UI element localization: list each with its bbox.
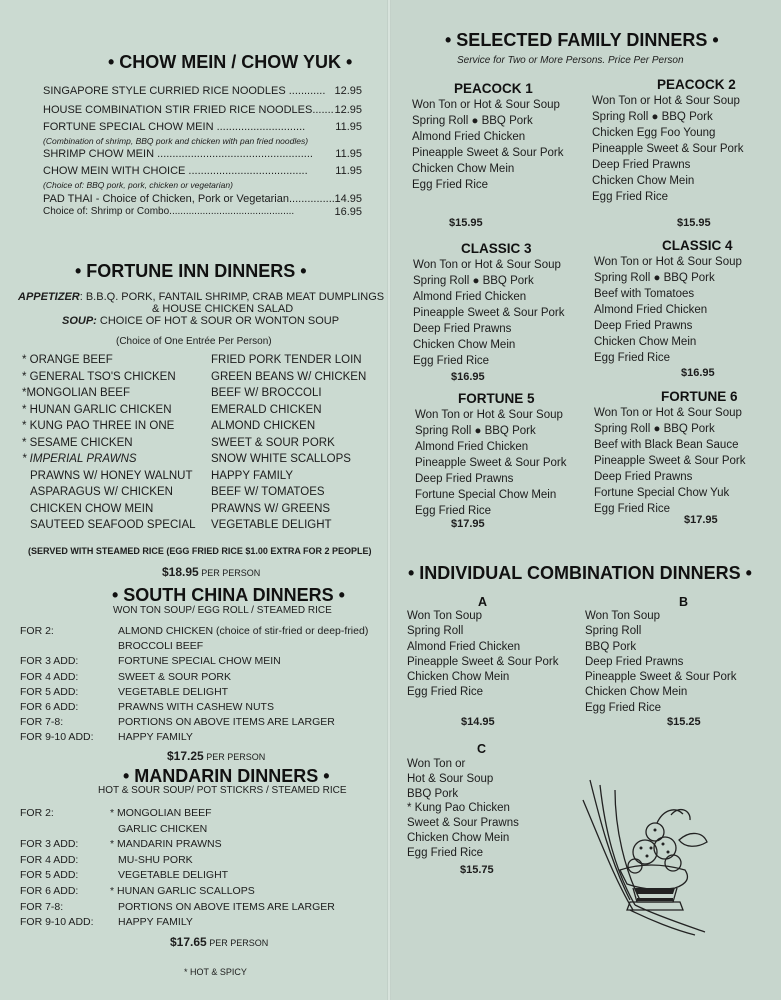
family-dinner-price: $17.95 — [684, 514, 718, 526]
family-dinner-items — [592, 93, 744, 205]
chow-mein-item-price: 12.95 — [334, 104, 362, 116]
fortune-inn-entree: * HUNAN GARLIC CHICKEN — [22, 403, 172, 416]
individual-combo-price: $15.25 — [667, 716, 701, 728]
mandarin-row-item: MU-SHU PORK — [118, 853, 193, 866]
south_china-row-item: SWEET & SOUR PORK — [118, 670, 231, 683]
south_china-row-label: FOR 3 ADD: — [20, 655, 79, 668]
individual-combo-items — [407, 757, 519, 861]
family-dinner-item: Almond Fried Chicken — [415, 441, 529, 453]
fortune-inn-entree: FRIED PORK TENDER LOIN — [211, 354, 362, 366]
south_china-row-item: PORTIONS ON ABOVE ITEMS ARE LARGER — [118, 716, 335, 729]
mandarin-row-label: FOR 7-8: — [20, 900, 64, 913]
individual-combo-item: Sweet & Sour Prawns — [407, 817, 519, 830]
family-dinner-item: Won Ton or Hot & Sour Soup — [592, 95, 740, 107]
fortune-inn-entree: BEEF W/ BROCCOLI — [211, 387, 322, 399]
chow-mein-item-price: 11.95 — [335, 165, 362, 177]
soup-label: SOUP: — [62, 315, 97, 327]
family-dinner-title: CLASSIC 4 — [662, 238, 733, 253]
family-dinner-price: $17.95 — [451, 518, 485, 530]
family-dinner-title: FORTUNE 6 — [661, 389, 738, 404]
individual-combo-items — [407, 609, 559, 701]
appetizer-label: APPETIZER — [18, 291, 80, 303]
family-dinner-item: Chicken Chow Mein — [413, 339, 516, 351]
chow-mein-item-name: SHRIMP CHOW MEIN ................................................... — [43, 148, 313, 160]
individual-combo-price: $14.95 — [461, 716, 495, 728]
south_china-row-item: BROCCOLI BEEF — [118, 640, 204, 653]
fortune-inn-entree: CHICKEN CHOW MEIN — [30, 502, 154, 515]
chow-mein-item-price: 16.95 — [334, 206, 362, 218]
family-dinner-item: Won Ton or Hot & Sour Soup — [412, 99, 560, 111]
mandarin-row-label: FOR 2: — [20, 807, 54, 819]
chow-mein-item-name: (Combination of shrimp, BBQ pork and chicken with pan fried noodles) — [43, 136, 309, 146]
soup-text: CHOICE OF HOT & SOUR OR WONTON SOUP — [96, 315, 340, 327]
family-dinner-price: $16.95 — [681, 367, 715, 379]
page-fold — [387, 0, 391, 1000]
family-dinner-item: Almond Fried Chicken — [413, 291, 527, 303]
individual-combo-item: Won Ton Soup — [585, 610, 661, 622]
mandarin-row-label: FOR 9-10 ADD: — [20, 916, 94, 929]
fortune-inn-entree: * SESAME CHICKEN — [22, 436, 133, 449]
fortune-inn-entree: HAPPY FAMILY — [211, 469, 294, 482]
family-dinner-item: Chicken Chow Mein — [594, 336, 697, 348]
hot-spicy-footnote: * HOT & SPICY — [184, 967, 247, 977]
family-dinner-item: Pineapple Sweet & Sour Pork — [412, 147, 564, 159]
fortune-inn-entree: ALMOND CHICKEN — [211, 420, 316, 432]
served-note: (SERVED WITH STEAMED RICE (EGG FRIED RICE $1.00 EXTRA FOR 2 PEOPLE) — [28, 546, 372, 556]
chow-mein-item-name: (Choice of: BBQ pork, pork, chicken or vegetarian) — [43, 180, 233, 190]
individual-combo-item: BBQ Pork — [585, 640, 637, 653]
fortune-inn-entree: EMERALD CHICKEN — [211, 403, 322, 416]
mandarin-row-label: FOR 5 ADD: — [20, 869, 79, 882]
fortune-inn-entree: SNOW WHITE SCALLOPS — [211, 453, 351, 465]
individual-combo-item: Spring Roll — [585, 625, 642, 638]
appetizer-line-2: & HOUSE CHICKEN SALAD — [152, 303, 294, 315]
individual-combo-item: Egg Fried Rice — [407, 686, 484, 699]
chow-mein-item-name: FORTUNE SPECIAL CHOW MEIN ............................. — [43, 121, 306, 133]
individual-combo-item: Chicken Chow Mein — [407, 671, 510, 684]
individual-combo-item: Pineapple Sweet & Sour Pork — [407, 655, 559, 668]
family-dinner-item: Egg Fried Rice — [412, 179, 489, 191]
family-dinner-price: $15.95 — [677, 217, 711, 229]
chow-mein-item-price: 11.95 — [335, 121, 362, 133]
south_china-row-item: HAPPY FAMILY — [118, 731, 193, 744]
family-dinner-item: Deep Fried Prawns — [415, 473, 514, 485]
family-title: • SELECTED FAMILY DINNERS • — [445, 30, 719, 50]
fruit-bowl-illustration — [575, 770, 720, 940]
family-dinner-items — [594, 254, 742, 366]
south-china-price-suffix: PER PERSON — [203, 752, 266, 762]
family-dinner-item: Egg Fried Rice — [594, 503, 671, 515]
family-dinner-item: Won Ton or Hot & Sour Soup — [594, 407, 742, 419]
mandarin-row-item: HAPPY FAMILY — [118, 916, 193, 929]
individual-title: • INDIVIDUAL COMBINATION DINNERS • — [408, 563, 752, 583]
mandarin-price-value: $17.65 — [170, 935, 207, 949]
family-dinner-item: Won Ton or Hot & Sour Soup — [413, 259, 561, 271]
family-dinner-item: Almond Fried Chicken — [594, 304, 708, 316]
individual-combo-item: Egg Fried Rice — [585, 701, 662, 714]
individual-combo-item: * Kung Pao Chicken — [407, 802, 510, 815]
family-dinner-item: Pineapple Sweet & Sour Pork — [413, 307, 565, 319]
chow-mein-item-name: CHOW MEIN WITH CHOICE ....................................... — [43, 165, 308, 177]
fortune-inn-entree: * KUNG PAO THREE IN ONE — [22, 420, 175, 432]
fortune-inn-entree: SAUTEED SEAFOOD SPECIAL — [30, 519, 196, 531]
family-dinner-item: Won Ton or Hot & Sour Soup — [594, 256, 742, 268]
family-dinner-item: Pineapple Sweet & Sour Pork — [415, 457, 567, 469]
mandarin-row-item: * HUNAN GARLIC SCALLOPS — [110, 885, 255, 897]
mandarin-row-label: FOR 3 ADD: — [20, 838, 79, 851]
appetizer-line — [18, 291, 384, 303]
south_china-row-label: FOR 2: — [20, 625, 54, 637]
family-dinner-price: $15.95 — [449, 217, 483, 229]
family-dinner-item: Egg Fried Rice — [592, 191, 669, 203]
family-dinner-title: FORTUNE 5 — [458, 391, 535, 406]
chow-mein-item-name: SINGAPORE STYLE CURRIED RICE NOODLES ............ — [43, 85, 326, 97]
individual-combo-item: Won Ton or — [407, 758, 466, 770]
family-dinner-item: Spring Roll ● BBQ Pork — [415, 425, 536, 437]
fortune-inn-entree: PRAWNS W/ GREENS — [211, 502, 331, 515]
south_china-row-label: FOR 4 ADD: — [20, 670, 79, 683]
family-dinner-item: Fortune Special Chow Yuk — [594, 487, 730, 499]
family-dinner-item: Beef with Black Bean Sauce — [594, 439, 739, 451]
south_china-row-item: ALMOND CHICKEN (choice of stir-fried or deep-fried) — [118, 625, 369, 637]
individual-combo-item: Spring Roll — [407, 625, 464, 638]
family-dinner-item: Chicken Chow Mein — [592, 175, 695, 187]
family-dinner-title: CLASSIC 3 — [461, 241, 532, 256]
entree-choice-note: (Choice of One Entrée Per Person) — [116, 336, 272, 347]
individual-combo-item: Won Ton Soup — [407, 610, 483, 622]
chow-mein-item-price: 14.95 — [334, 193, 362, 205]
south_china-row-label: FOR 7-8: — [20, 716, 64, 729]
family-dinner-items — [412, 97, 564, 193]
fortune-inn-entree: * IMPERIAL PRAWNS — [22, 453, 137, 465]
family-dinner-item: Pineapple Sweet & Sour Pork — [592, 143, 744, 155]
fortune-inn-price — [162, 563, 260, 581]
family-dinner-item: Egg Fried Rice — [594, 352, 671, 364]
fortune-inn-price-value: $18.95 — [162, 565, 199, 579]
family-dinner-item: Spring Roll ● BBQ Pork — [594, 272, 715, 284]
individual-combo-title: A — [478, 595, 488, 609]
fortune-inn-entree: * GENERAL TSO'S CHICKEN — [22, 370, 176, 383]
family-dinner-item: Chicken Egg Foo Young — [592, 127, 716, 139]
individual-combo-title: C — [477, 742, 487, 756]
individual-combo-item: Deep Fried Prawns — [585, 655, 684, 668]
mandarin-price-suffix: PER PERSON — [206, 938, 269, 948]
appetizer-text: : B.B.Q. PORK, FANTAIL SHRIMP, CRAB MEAT DUMPLINGS — [79, 291, 385, 303]
individual-combo-price: $15.75 — [460, 864, 494, 876]
individual-combo-title: B — [679, 595, 689, 609]
south_china-row-label: FOR 5 ADD: — [20, 685, 79, 698]
individual-combo-items — [585, 609, 737, 716]
fortune-inn-title: • FORTUNE INN DINNERS • — [75, 261, 307, 281]
mandarin-title: • MANDARIN DINNERS • — [123, 766, 330, 786]
family-dinner-item: Spring Roll ● BBQ Pork — [592, 111, 713, 123]
family-dinner-item: Spring Roll ● BBQ Pork — [412, 115, 533, 127]
mandarin-row-item: GARLIC CHICKEN — [118, 822, 208, 835]
individual-combo-item: Egg Fried Rice — [407, 846, 484, 859]
family-dinner-title: PEACOCK 1 — [454, 81, 533, 96]
fortune-inn-entree: PRAWNS W/ HONEY WALNUT — [30, 469, 193, 482]
family-dinner-title: PEACOCK 2 — [657, 77, 736, 92]
family-dinner-item: Pineapple Sweet & Sour Pork — [594, 455, 746, 467]
south_china-row-label: FOR 9-10 ADD: — [20, 731, 94, 744]
soup-line — [62, 315, 339, 327]
chow-mein-title: • CHOW MEIN / CHOW YUK • — [108, 52, 353, 72]
fortune-inn-entree: VEGETABLE DELIGHT — [211, 519, 332, 531]
fortune-inn-entree: BEEF W/ TOMATOES — [211, 486, 325, 498]
individual-combo-item: Chicken Chow Mein — [585, 686, 688, 699]
family-dinner-item: Almond Fried Chicken — [412, 131, 526, 143]
individual-combo-item: Almond Fried Chicken — [407, 640, 521, 653]
south-china-title: • SOUTH CHINA DINNERS • — [112, 585, 345, 605]
south_china-row-item: VEGETABLE DELIGHT — [118, 685, 229, 698]
family-dinner-items — [415, 407, 567, 519]
family-dinner-item: Deep Fried Prawns — [592, 159, 691, 171]
chow-mein-item-name: PAD THAI - Choice of Chicken, Pork or Vegetarian............... — [43, 193, 335, 205]
family-dinner-item: Beef with Tomatoes — [594, 288, 695, 300]
fortune-inn-entree: SWEET & SOUR PORK — [211, 436, 335, 449]
individual-combo-item: Hot & Sour Soup — [407, 772, 494, 785]
family-dinner-item: Spring Roll ● BBQ Pork — [594, 423, 715, 435]
fortune-inn-entree: ASPARAGUS W/ CHICKEN — [30, 486, 173, 498]
mandarin-price — [170, 933, 268, 951]
family-dinner-item: Egg Fried Rice — [415, 505, 492, 517]
family-dinner-items — [594, 405, 746, 517]
family-dinner-item: Chicken Chow Mein — [412, 163, 515, 175]
fortune-inn-price-suffix: PER PERSON — [198, 568, 261, 578]
family-dinner-price: $16.95 — [451, 371, 485, 383]
family-dinner-item: Deep Fried Prawns — [594, 320, 693, 332]
family-subtitle: Service for Two or More Persons. Price Per Person — [457, 55, 684, 66]
south_china-row-label: FOR 6 ADD: — [20, 701, 79, 713]
mandarin-row-item: * MANDARIN PRAWNS — [110, 838, 222, 851]
mandarin-row-label: FOR 6 ADD: — [20, 885, 79, 897]
family-dinner-items — [413, 257, 565, 369]
mandarin-row-item: PORTIONS ON ABOVE ITEMS ARE LARGER — [118, 900, 335, 913]
mandarin-row-item: VEGETABLE DELIGHT — [118, 869, 229, 882]
family-dinner-item: Egg Fried Rice — [413, 355, 490, 367]
individual-combo-item: Pineapple Sweet & Sour Pork — [585, 671, 737, 684]
south-china-price — [167, 747, 265, 765]
chow-mein-item-price: 11.95 — [335, 148, 362, 160]
mandarin-row-item: * MONGOLIAN BEEF — [110, 807, 212, 819]
chow-mein-item-name: HOUSE COMBINATION STIR FRIED RICE NOODLES....... — [43, 104, 334, 116]
family-dinner-item: Spring Roll ● BBQ Pork — [413, 275, 534, 287]
individual-combo-item: Chicken Chow Mein — [407, 831, 510, 844]
mandarin-subtitle: HOT & SOUR SOUP/ POT STICKRS / STEAMED RICE — [98, 785, 347, 796]
fortune-inn-entree: * ORANGE BEEF — [22, 354, 113, 366]
family-dinner-item: Fortune Special Chow Mein — [415, 489, 557, 501]
south_china-row-item: FORTUNE SPECIAL CHOW MEIN — [118, 655, 281, 668]
family-dinner-item: Deep Fried Prawns — [594, 471, 693, 483]
chow-mein-item-price: 12.95 — [334, 85, 362, 97]
south_china-row-item: PRAWNS WITH CASHEW NUTS — [118, 701, 274, 713]
chow-mein-item-name: Choice of: Shrimp or Combo............................................. — [43, 206, 295, 217]
south-china-price-value: $17.25 — [167, 749, 204, 763]
south-china-subtitle: WON TON SOUP/ EGG ROLL / STEAMED RICE — [113, 605, 332, 616]
individual-combo-item: BBQ Pork — [407, 787, 459, 800]
family-dinner-item: Won Ton or Hot & Sour Soup — [415, 409, 563, 421]
illustration-strokes — [583, 780, 707, 935]
family-dinner-item: Deep Fried Prawns — [413, 323, 512, 335]
fortune-inn-entree: GREEN BEANS W/ CHICKEN — [211, 370, 367, 383]
mandarin-row-label: FOR 4 ADD: — [20, 853, 79, 866]
fortune-inn-entree: *MONGOLIAN BEEF — [22, 387, 130, 399]
